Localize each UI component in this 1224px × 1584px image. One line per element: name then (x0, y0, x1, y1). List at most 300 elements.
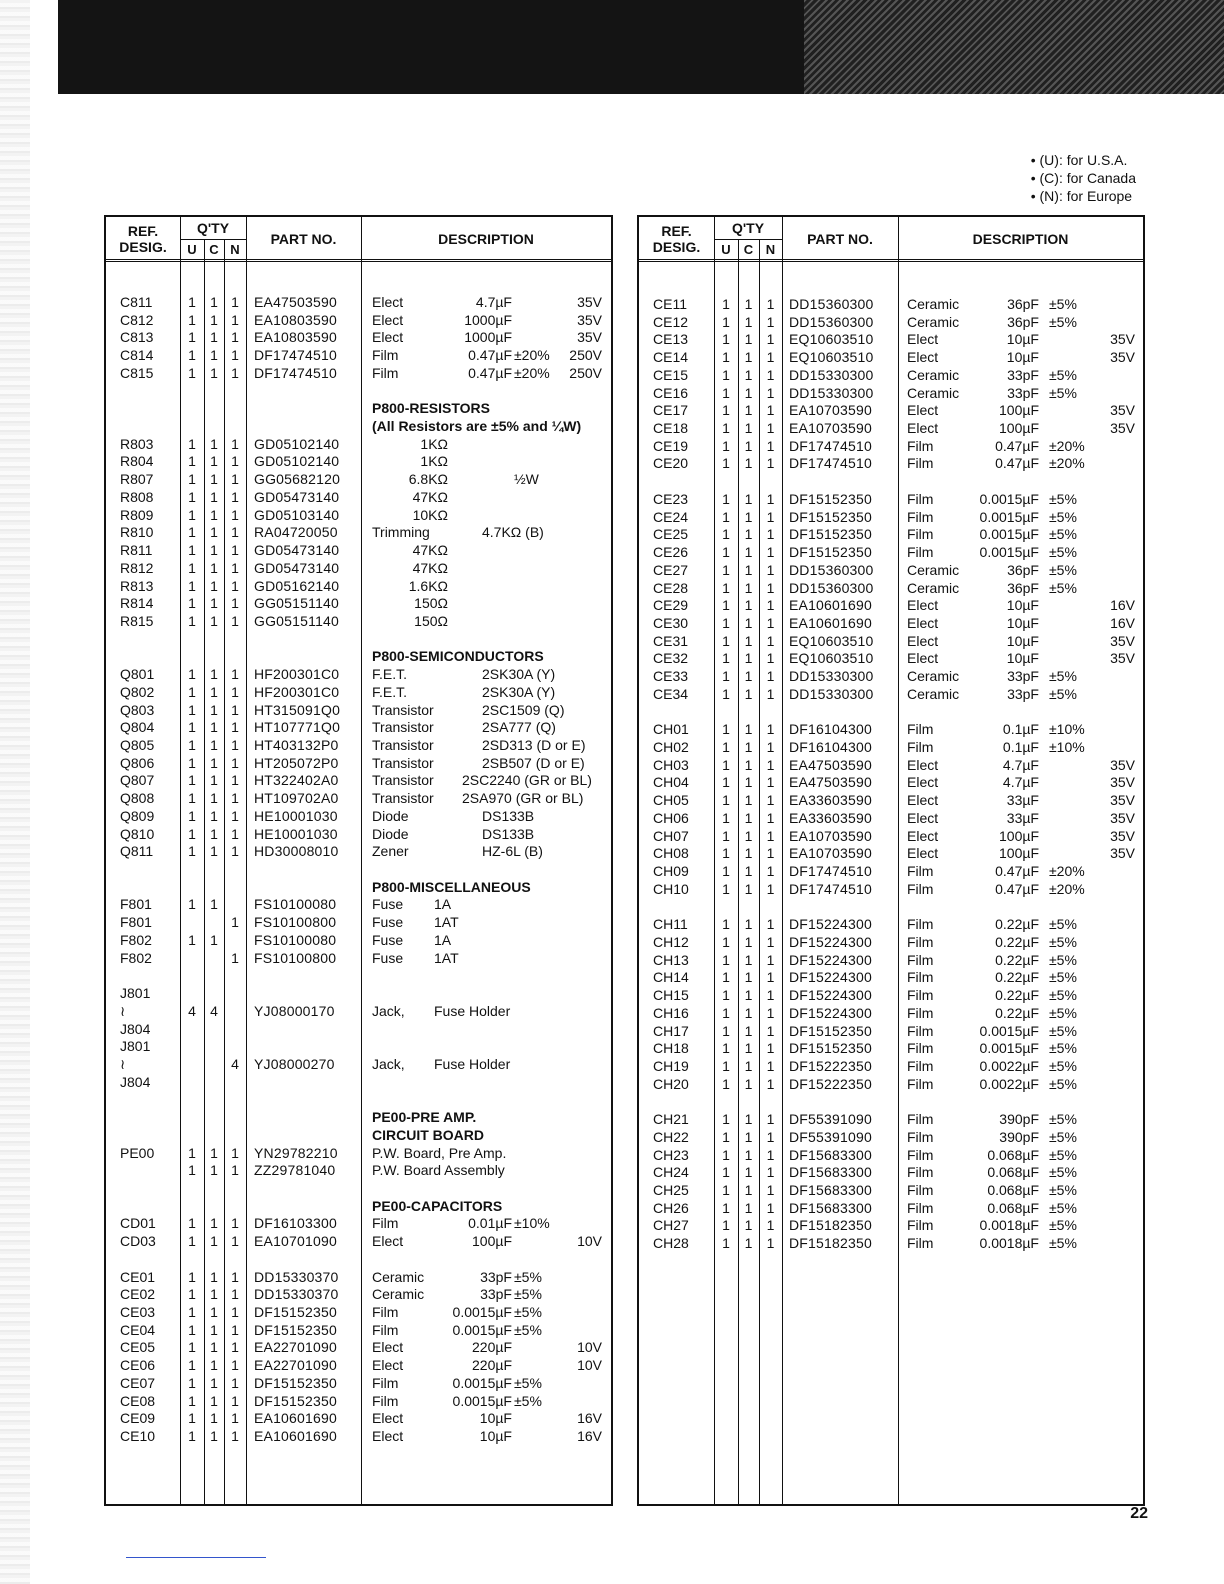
ref-desig: R810 (120, 524, 154, 541)
qty-n: 1 (766, 1075, 775, 1092)
table-row (639, 348, 1143, 366)
part-number: DD15330370 (254, 1286, 339, 1303)
table-row (106, 311, 611, 329)
tolerance: ±5% (1049, 969, 1077, 986)
qty-n: 1 (766, 632, 775, 649)
ref-desig: Q808 (120, 790, 155, 807)
description-type: Film (907, 1199, 934, 1216)
qty-u: 1 (722, 614, 730, 631)
part-number: EA10601690 (789, 614, 872, 631)
value: 33pF (1007, 384, 1039, 401)
qty-u: 1 (188, 471, 196, 488)
table-row (639, 773, 1143, 791)
tolerance: ±5% (1049, 1004, 1077, 1021)
spec: 2SA970 (GR or BL) (462, 790, 584, 807)
table-row (639, 1057, 1143, 1075)
description-type: F.E.T. (372, 666, 408, 683)
tolerance: ±5% (1049, 987, 1077, 1004)
value: 10µF (1006, 331, 1039, 348)
qty-c: 1 (744, 792, 753, 809)
tolerance: ±5% (1049, 1164, 1077, 1181)
qty-c: 1 (744, 544, 753, 561)
qty-c: 1 (744, 987, 753, 1004)
ref-desig: R814 (120, 595, 154, 612)
table-row (639, 508, 1143, 526)
qty-c: 1 (210, 577, 218, 594)
part-number: EA22701090 (254, 1339, 337, 1356)
header-hatch (804, 0, 1224, 94)
ref-desig: Q801 (120, 666, 155, 683)
table-row (639, 915, 1143, 933)
description-type: Film (907, 544, 934, 561)
ref-desig: CE33 (653, 668, 689, 685)
part-number: FS10100800 (254, 914, 337, 931)
qty-header: Q'TY (731, 220, 765, 236)
part-number: DD15330300 (789, 685, 874, 702)
spacer-row (106, 382, 611, 400)
value: 0.47µF (995, 455, 1039, 472)
ref-desig: CH15 (653, 987, 689, 1004)
ref-desig: J801 (120, 985, 151, 1002)
part-number: DD15360300 (789, 296, 874, 312)
qty-c: 1 (744, 1057, 753, 1074)
ref-desig: CE27 (653, 561, 689, 578)
value: 10µF (1006, 614, 1039, 631)
qty-c: 1 (744, 561, 753, 578)
qty-c: 1 (744, 933, 753, 950)
ref-desig: CE26 (653, 544, 689, 561)
ref-desig: Q806 (120, 754, 155, 771)
part-number: DD15330370 (254, 1268, 339, 1285)
ref-desig: PE00 (120, 1144, 155, 1161)
qty-u: 1 (722, 1040, 730, 1057)
table-row (639, 827, 1143, 845)
part-number: GD05102140 (254, 435, 340, 452)
value: 47KΩ (412, 559, 448, 576)
ref-desig: CE03 (120, 1304, 156, 1321)
table-row (106, 1356, 611, 1374)
qty-u: 1 (722, 1217, 730, 1234)
qty-u: 1 (722, 1235, 730, 1252)
table-row (639, 756, 1143, 774)
description-type: Film (907, 969, 934, 986)
description-type: Ceramic (907, 296, 960, 312)
qty-c: 1 (744, 1004, 753, 1021)
part-number: EA10701090 (254, 1233, 337, 1250)
table-row (106, 754, 611, 772)
qty-n: 1 (766, 526, 775, 543)
table-row (106, 701, 611, 719)
qty-u: 1 (722, 632, 730, 649)
ref-desig: CH16 (653, 1004, 689, 1021)
value: 0.0015µF (979, 526, 1039, 543)
qty-c: 1 (744, 1128, 753, 1145)
description-type: F.E.T. (372, 683, 408, 700)
value: 220µF (472, 1339, 512, 1356)
qty-u: 1 (722, 402, 730, 419)
tolerance: ½W (514, 471, 539, 488)
qty-c: 1 (744, 1235, 753, 1252)
part-number: HT322402A0 (254, 772, 339, 789)
voltage: 35V (1110, 420, 1135, 437)
ref-desig: CH24 (653, 1164, 689, 1181)
qty-u: 1 (188, 1233, 196, 1250)
table-row (639, 862, 1143, 880)
tolerance: ±5% (1049, 668, 1077, 685)
qty-n: 1 (231, 701, 239, 718)
voltage: 35V (1110, 756, 1135, 773)
voltage: 35V (1110, 349, 1135, 366)
voltage: 35V (1110, 827, 1135, 844)
qty-c-header: C (209, 242, 219, 257)
ref-desig: CE06 (120, 1357, 156, 1374)
ref-desig: CD03 (120, 1233, 156, 1250)
qty-u: 1 (188, 1321, 196, 1338)
spec: 2SC1509 (Q) (482, 701, 565, 718)
voltage: 16V (577, 1410, 602, 1427)
part-number: DF15224300 (789, 969, 872, 986)
qty-c: 1 (210, 347, 218, 364)
qty-n: 1 (231, 524, 239, 541)
qty-n: 1 (766, 1004, 775, 1021)
value: 1000µF (464, 329, 512, 346)
qty-c: 1 (744, 402, 753, 419)
table-row (106, 506, 611, 524)
qty-n: 1 (766, 579, 775, 596)
table-row (639, 1234, 1143, 1252)
tolerance: ±5% (1049, 685, 1077, 702)
ref-desig: C812 (120, 311, 154, 328)
qty-u: 1 (188, 542, 196, 559)
description-type: Elect (372, 294, 404, 310)
qty-n: 1 (231, 559, 239, 576)
qty-c: 1 (210, 488, 218, 505)
table-row (106, 435, 611, 453)
value: 100µF (999, 402, 1039, 419)
qty-c: 1 (210, 825, 218, 842)
table-row (639, 738, 1143, 756)
value: 0.0015µF (452, 1304, 512, 1321)
qty-c: 1 (210, 1268, 218, 1285)
qty-u: 1 (722, 579, 730, 596)
qty-n: 1 (231, 1215, 239, 1232)
ref-desig: CE10 (120, 1428, 156, 1445)
ref-desig: Q805 (120, 737, 155, 753)
tolerance: ±5% (514, 1268, 542, 1285)
qty-c: 1 (210, 612, 218, 629)
ref-desig: CH18 (653, 1040, 689, 1057)
qty-u: 1 (722, 739, 730, 755)
tolerance: ±5% (1049, 296, 1077, 312)
ref-desig: Q809 (120, 807, 155, 824)
qty-u: 1 (722, 508, 730, 525)
part-number: GD05473140 (254, 542, 340, 559)
description-type: Ceramic (907, 579, 960, 596)
tolerance: ±20% (1049, 863, 1085, 880)
qty-u: 1 (188, 364, 196, 381)
qty-c: 1 (210, 595, 218, 612)
qty-n: 1 (231, 471, 239, 488)
description-type: Film (907, 1057, 934, 1074)
table-row (639, 1075, 1143, 1093)
voltage: 10V (577, 1339, 602, 1356)
voltage: 35V (1110, 774, 1135, 791)
part-number: HE10001030 (254, 825, 338, 842)
tolerance: ±5% (1049, 1075, 1077, 1092)
table-row (106, 559, 611, 577)
tolerance: ±5% (514, 1374, 542, 1391)
qty-c: 1 (210, 471, 218, 488)
page-number: 22 (1130, 1505, 1148, 1522)
part-number: GD05162140 (254, 577, 340, 594)
qty-n: 1 (766, 313, 775, 330)
qty-u: 1 (722, 721, 730, 738)
qty-u: 1 (188, 666, 196, 683)
voltage: 35V (1110, 792, 1135, 809)
voltage: 10V (577, 1233, 602, 1250)
value: 0.0015µF (452, 1392, 512, 1409)
ref-desig: CE07 (120, 1374, 156, 1391)
part-number: EA10703590 (789, 402, 872, 419)
part-number: YN29782210 (254, 1144, 338, 1161)
qty-n: 1 (766, 544, 775, 561)
description-type: Ceramic (907, 561, 960, 578)
table-row (639, 1216, 1143, 1234)
qty-u: 1 (188, 294, 196, 310)
qty-n: 1 (766, 650, 775, 667)
qty-u: 1 (722, 933, 730, 950)
part-number: EA10703590 (789, 845, 872, 862)
qty-c: 1 (210, 311, 218, 328)
region-legend (1031, 151, 1136, 205)
part-number: DF17474510 (254, 347, 337, 364)
ref-desig: CH28 (653, 1235, 689, 1252)
qty-c: 1 (210, 737, 218, 753)
table-row (106, 1338, 611, 1356)
table-row (106, 1427, 611, 1445)
qty-u: 1 (188, 1392, 196, 1409)
value: 33µF (1006, 792, 1039, 809)
value: 0.22µF (995, 969, 1039, 986)
qty-n: 1 (231, 754, 239, 771)
qty-u: 1 (188, 435, 196, 452)
ref-desig: CE09 (120, 1410, 156, 1427)
description-type: Film (907, 490, 934, 507)
qty-u: 1 (188, 683, 196, 700)
qty-u: 1 (722, 597, 730, 614)
qty-u: 1 (188, 1339, 196, 1356)
ref-desig: CH26 (653, 1199, 689, 1216)
table-row (106, 1144, 611, 1162)
table-row (639, 632, 1143, 650)
ref-desig: CE23 (653, 490, 689, 507)
description-type: Film (907, 526, 934, 543)
qty-u: 1 (188, 1428, 196, 1445)
tolerance: ±20% (1049, 437, 1085, 454)
description-type: Film (372, 1374, 399, 1391)
table-row (106, 594, 611, 612)
part-number: RA04720050 (254, 524, 338, 541)
value: 47KΩ (412, 542, 448, 559)
qty-n: 1 (766, 437, 775, 454)
table-row (106, 1285, 611, 1303)
qty-u: 1 (722, 561, 730, 578)
qty-n: 1 (766, 1146, 775, 1163)
tolerance: ±10% (1049, 739, 1085, 755)
table-row (639, 933, 1143, 951)
table-row (639, 844, 1143, 862)
part-number: DF16104300 (789, 721, 872, 738)
qty-c: 1 (210, 364, 218, 381)
description-type: P.W. Board, Pre Amp. (372, 1144, 507, 1161)
value: 10µF (1006, 632, 1039, 649)
qty-u: 1 (722, 296, 730, 312)
value: 0.068µF (987, 1164, 1039, 1181)
ref-desig: Q803 (120, 701, 155, 718)
section-heading: P800-RESISTORS (372, 400, 491, 417)
description-type: Jack, (372, 1002, 405, 1019)
qty-n: 1 (231, 1374, 239, 1391)
table-row (106, 293, 611, 311)
qty-u: 1 (188, 719, 196, 736)
ref-desig: CE34 (653, 685, 689, 702)
ref-desig: CE02 (120, 1286, 156, 1303)
qty-c: 1 (744, 951, 753, 968)
voltage: 35V (1110, 650, 1135, 667)
tolerance: ±5% (1049, 1146, 1077, 1163)
part-number: HT107771Q0 (254, 719, 341, 736)
part-number: DF15224300 (789, 933, 872, 950)
description-type: Film (372, 1321, 399, 1338)
spacer-row (106, 1179, 611, 1197)
qty-n-header: N (765, 242, 776, 257)
qty-c: 1 (210, 896, 218, 913)
qty-u: 1 (722, 1146, 730, 1163)
part-number: DF15152350 (789, 526, 872, 543)
ref-desig: J801 (120, 1038, 151, 1055)
table-row (106, 523, 611, 541)
tolerance: ±20% (514, 347, 550, 364)
description-type: Transistor (372, 737, 434, 753)
description-type: Elect (372, 1410, 404, 1427)
part-number: DF17474510 (789, 880, 872, 897)
section-heading-row (106, 647, 611, 665)
description-type: Film (907, 1040, 934, 1057)
qty-c: 1 (210, 666, 218, 683)
qty-n: 1 (231, 737, 239, 753)
table-row (106, 1409, 611, 1427)
qty-u: 1 (722, 1111, 730, 1128)
part-number: HT109702A0 (254, 790, 339, 807)
description-type: Jack, (372, 1055, 405, 1072)
qty-u: 1 (188, 1304, 196, 1321)
description-type: Elect (907, 774, 939, 791)
tolerance: ±5% (1049, 1040, 1077, 1057)
description-type: Ceramic (907, 668, 960, 685)
tolerance: ±20% (1049, 880, 1085, 897)
value: 100µF (472, 1233, 512, 1250)
fuse-value: 1A (434, 931, 452, 948)
description-type: Ceramic (907, 366, 960, 383)
ref-desig: CH22 (653, 1128, 689, 1145)
description-type: Film (907, 951, 934, 968)
qty-u: 1 (188, 1144, 196, 1161)
ref-desig: CH23 (653, 1146, 689, 1163)
value: 10KΩ (412, 506, 448, 523)
qty-n: 1 (766, 827, 775, 844)
tolerance: ±5% (1049, 1128, 1077, 1145)
table-row (106, 931, 611, 949)
description-type: Elect (907, 756, 939, 773)
ref-desig: CE17 (653, 402, 689, 419)
qty-c: 1 (210, 1410, 218, 1427)
qty-u: 1 (722, 845, 730, 862)
ref-desig: CH01 (653, 721, 689, 738)
qty-c: 1 (744, 1040, 753, 1057)
description-type: Film (907, 1111, 934, 1128)
value: 33pF (1007, 668, 1039, 685)
table-row (106, 1303, 611, 1321)
ref-desig: F802 (120, 931, 152, 948)
qty-n: 1 (766, 1111, 775, 1128)
description-type: Elect (907, 792, 939, 809)
qty-n: 1 (766, 1128, 775, 1145)
qty-n: 1 (231, 364, 239, 381)
table-row (106, 346, 611, 364)
part-number: FS10100800 (254, 949, 337, 966)
qty-u: 1 (722, 313, 730, 330)
qty-u: 1 (722, 455, 730, 472)
qty-u: 1 (722, 827, 730, 844)
value: 10µF (479, 1428, 512, 1445)
section-heading-row (106, 417, 611, 435)
qty-u: 1 (188, 1215, 196, 1232)
description-type: Film (372, 1215, 399, 1232)
table-row (639, 1146, 1143, 1164)
table-row (639, 437, 1143, 455)
table-row (639, 561, 1143, 579)
value: 0.0022µF (979, 1057, 1039, 1074)
qty-n: 1 (766, 366, 775, 383)
qty-u: 1 (722, 1182, 730, 1198)
tolerance: ±5% (1049, 1182, 1077, 1198)
part-number: DF17474510 (254, 364, 337, 381)
qty-c: 1 (210, 1215, 218, 1232)
table-row (639, 880, 1143, 898)
description-type: Elect (907, 331, 939, 348)
qty-c: 1 (744, 1075, 753, 1092)
part-number: EA33603590 (789, 809, 872, 826)
qty-u: 1 (722, 685, 730, 702)
legend-europe: • (N): for Europe (1030, 188, 1133, 204)
qty-divider (180, 239, 246, 240)
qty-u: 1 (188, 1357, 196, 1374)
table-row (639, 791, 1143, 809)
description-type: Transistor (372, 790, 434, 807)
value: 10µF (1006, 597, 1039, 614)
value: 1KΩ (420, 435, 448, 452)
table-row (639, 295, 1143, 313)
value: 0.22µF (995, 916, 1039, 933)
value: 220µF (472, 1357, 512, 1374)
table-row (639, 685, 1143, 703)
description-type: Film (907, 1075, 934, 1092)
value: 0.1µF (1002, 739, 1039, 755)
part-number: EA10601690 (254, 1410, 337, 1427)
voltage: 35V (1110, 331, 1135, 348)
ref-desig: CH13 (653, 951, 689, 968)
qty-n: 1 (766, 987, 775, 1004)
